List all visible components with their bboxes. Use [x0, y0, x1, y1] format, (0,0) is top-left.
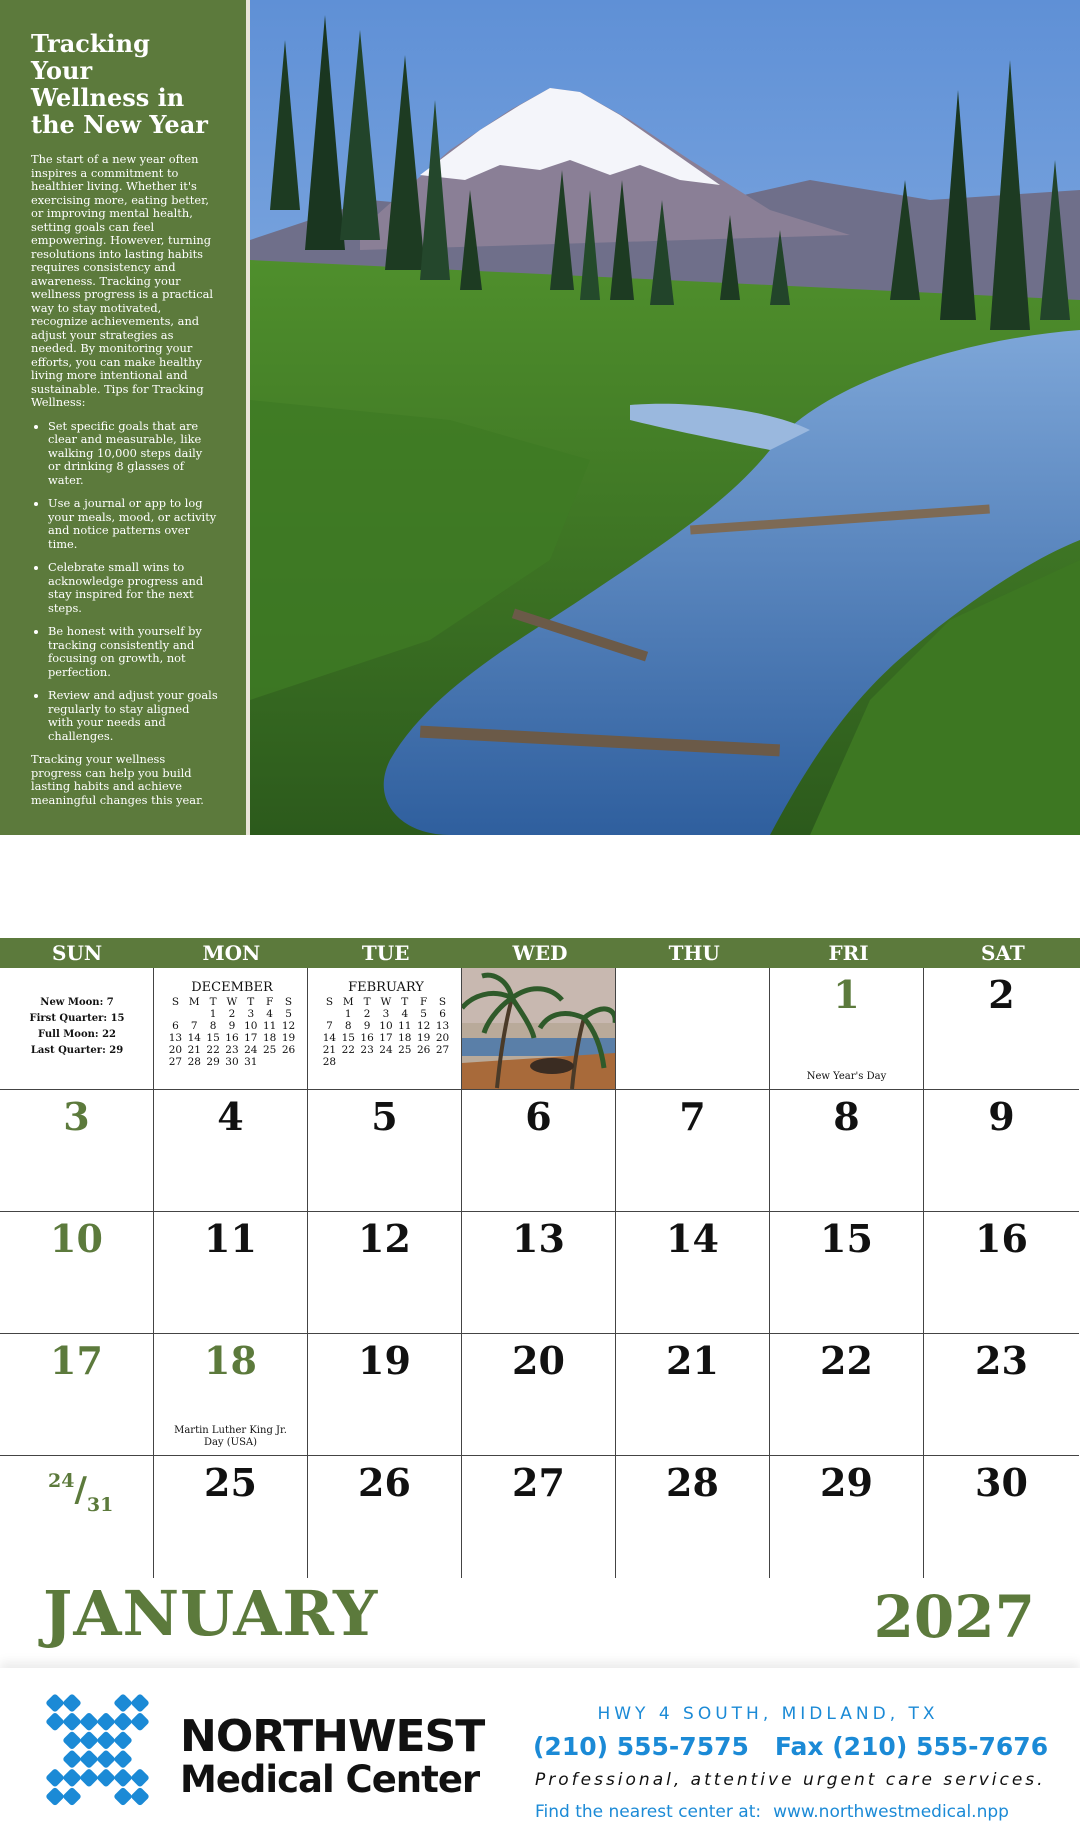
day-number: 1: [833, 972, 860, 1017]
mini-calendar-day: 19: [416, 1032, 431, 1044]
mini-calendar-day: [260, 1056, 279, 1068]
logo-diamond: [62, 1693, 82, 1713]
month-calendar: [0, 938, 1080, 1580]
day-number: 19: [358, 1338, 411, 1383]
palm-beach-photo: [462, 968, 615, 1089]
logo-diamond: [130, 1712, 150, 1732]
mini-calendar-weekday: T: [247, 996, 255, 1008]
logo-diamond: [96, 1731, 116, 1751]
mini-calendar-day: [358, 1056, 377, 1068]
article-intro: The start of a new year often inspires a commitment to healthier living. Whether it's exercising more, eating better, or improving mental health, setting goals can feel empowering. However, turning resolutions into lasting habits requires consistency and awareness. Tracking your wellness progress is a practical way to stay motivated, recognize achievements, and adjust your strategies as needed. By monitoring your efforts, you can make healthy living more intentional and sustainable. Tips for Tracking Wellness:: [31, 152, 214, 409]
mini-calendar-title: DECEMBER: [191, 980, 273, 995]
mini-calendar-day: 4: [266, 1008, 273, 1020]
day-number-second: 31: [86, 1494, 114, 1516]
logo-diamond: [45, 1787, 65, 1807]
mini-calendar-weekday: W: [380, 996, 392, 1008]
month-name: JANUARY: [43, 1577, 379, 1650]
moon-phase: New Moon: 7: [40, 997, 114, 1008]
logo-diamond: [113, 1693, 133, 1713]
mini-calendar-day: 9: [228, 1020, 236, 1032]
logo-diamond: [62, 1731, 82, 1751]
day-cell[interactable]: [770, 1212, 924, 1334]
logo-diamond: [62, 1712, 82, 1732]
mini-calendar-day: 28: [187, 1056, 201, 1068]
mini-calendar-day: 12: [416, 1020, 431, 1032]
weekday-label: SAT: [980, 941, 1025, 965]
day-cell[interactable]: [924, 1212, 1079, 1334]
mini-calendar-weekday: T: [363, 996, 371, 1008]
mini-calendar-day: 14: [322, 1032, 337, 1044]
day-number: 27: [512, 1460, 565, 1505]
brand-name: NORTHWEST: [180, 1711, 485, 1762]
day-number: 18: [204, 1338, 257, 1383]
day-cell[interactable]: [924, 968, 1079, 1090]
day-number: 20: [512, 1338, 565, 1383]
logo-diamond: [113, 1731, 133, 1751]
mini-calendar-day: 16: [225, 1032, 239, 1044]
mini-calendar-day: 11: [262, 1020, 277, 1032]
day-number: 10: [50, 1216, 103, 1261]
wellness-article: [0, 0, 246, 835]
day-number: 3: [63, 1094, 90, 1139]
mini-calendar-day: 1: [209, 1008, 217, 1020]
day-number: 6: [525, 1094, 552, 1139]
mini-calendar-weekday: S: [284, 996, 293, 1008]
brand-subtitle: Medical Center: [180, 1758, 480, 1801]
advertiser-footer: [0, 1668, 1080, 1843]
day-number: 9: [988, 1094, 1015, 1139]
day-cell[interactable]: [308, 1334, 462, 1456]
mini-calendar-day: 30: [225, 1056, 239, 1068]
day-cell[interactable]: [308, 1212, 462, 1334]
day-cell[interactable]: [616, 1334, 770, 1456]
tip-item: • Set specific goals that are clear and measurable, like walking 10,000 steps daily or drinking 8 glasses of water.: [48, 420, 218, 488]
day-number: 23: [975, 1338, 1028, 1383]
logo-diamond: [45, 1693, 65, 1713]
medical-cross-logo-icon: [40, 1688, 165, 1823]
logo-diamond: [79, 1731, 99, 1751]
mini-calendar-day: 8: [344, 1020, 352, 1032]
logo-diamond: [45, 1712, 65, 1732]
mini-calendar-weekday: M: [188, 996, 200, 1008]
logo-diamond: [113, 1712, 133, 1732]
tip-item: • Review and adjust your goals regularly to stay aligned with your needs and challenges.: [48, 689, 218, 743]
mini-calendar-day: 12: [281, 1020, 296, 1032]
day-cell[interactable]: [616, 1212, 770, 1334]
logo-diamond: [79, 1712, 99, 1732]
find-label: Find the nearest center at:: [535, 1802, 762, 1822]
day-number: 2: [988, 972, 1015, 1017]
mini-calendar-day: 27: [168, 1056, 183, 1068]
day-cell[interactable]: [924, 1456, 1079, 1578]
mini-calendar-day: 10: [379, 1020, 393, 1032]
day-number: 26: [358, 1460, 411, 1505]
logo-diamond: [79, 1768, 99, 1788]
weekday-label: MON: [202, 941, 261, 965]
day-cell[interactable]: [616, 1456, 770, 1578]
day-number: 17: [50, 1338, 103, 1383]
article-title: Tracking Your Wellness in the New Year: [31, 29, 208, 139]
holiday-label: Martin Luther King Jr. Day (USA): [174, 1425, 287, 1448]
mini-calendar-weekday: M: [342, 996, 354, 1008]
phone-link[interactable]: (210) 555-7575: [533, 1732, 749, 1761]
next-month-cell: [308, 968, 462, 1090]
logo-diamond: [130, 1787, 150, 1807]
weekday-label: THU: [668, 941, 720, 965]
mini-calendar-day: 10: [244, 1020, 258, 1032]
mini-calendar-day: 13: [435, 1020, 450, 1032]
mini-calendar-day: 18: [398, 1032, 412, 1044]
mini-calendar-day: 5: [285, 1008, 292, 1020]
mini-calendar-day: 29: [206, 1056, 220, 1068]
mini-calendar-day: 22: [341, 1044, 355, 1056]
mini-calendar-day: 17: [379, 1032, 393, 1044]
day-cell[interactable]: [924, 1334, 1079, 1456]
logo-diamond: [113, 1768, 133, 1788]
mini-calendar-day: 20: [168, 1044, 183, 1056]
mini-calendar-weekday: T: [401, 996, 409, 1008]
mini-calendar-day: 21: [322, 1044, 337, 1056]
day-cell[interactable]: [462, 1212, 616, 1334]
mini-calendar-day: [279, 1056, 298, 1068]
day-cell[interactable]: [0, 1212, 154, 1334]
mini-calendar-day: 7: [326, 1020, 333, 1032]
mini-calendar-day: [377, 1056, 396, 1068]
mini-calendar-day: 24: [244, 1044, 258, 1056]
weekday-label: TUE: [361, 941, 410, 965]
mini-calendar-day: [433, 1056, 452, 1068]
mini-calendar-weekday: T: [209, 996, 217, 1008]
moon-phase: First Quarter: 15: [29, 1013, 125, 1024]
day-number: 25: [204, 1460, 257, 1505]
day-number: 13: [512, 1216, 565, 1261]
mini-calendar-day: 23: [360, 1044, 374, 1056]
day-number: 8: [833, 1094, 860, 1139]
mini-calendar-day: 26: [281, 1044, 296, 1056]
logo-diamond: [79, 1749, 99, 1769]
mini-calendar-day: 15: [206, 1032, 220, 1044]
prev-month-cell: [154, 968, 308, 1090]
weekday-label: SUN: [52, 941, 103, 965]
mini-calendar-table: [320, 996, 452, 1068]
day-cell[interactable]: [154, 1334, 308, 1456]
dual-day-number: 24/31: [48, 1470, 114, 1516]
holiday-label: New Year's Day: [806, 1071, 887, 1082]
logo-diamond: [130, 1693, 150, 1713]
weekday-label: FRI: [828, 941, 869, 965]
mini-calendar-weekday: F: [419, 996, 428, 1008]
logo-diamond: [62, 1768, 82, 1788]
day-number: 14: [666, 1216, 719, 1261]
mini-calendar-day: 18: [262, 1032, 277, 1044]
mini-calendar-day: [185, 1008, 204, 1020]
moon-phase: Last Quarter: 29: [30, 1045, 124, 1056]
mini-calendar-day: 8: [209, 1020, 217, 1032]
mini-calendar-day: [166, 1008, 185, 1020]
mini-calendar-day: [320, 1008, 339, 1020]
day-cell[interactable]: [0, 1334, 154, 1456]
mini-calendar-day: [414, 1056, 433, 1068]
mini-calendar-february: [320, 980, 452, 1068]
tagline: Professional, attentive urgent care services.: [535, 1770, 1046, 1790]
day-number: 11: [204, 1216, 257, 1261]
day-number: 29: [820, 1460, 873, 1505]
day-cell[interactable]: [308, 1090, 462, 1212]
weekday-header: [0, 938, 1080, 968]
logo-diamond: [96, 1712, 116, 1732]
mini-calendar-day: 20: [435, 1032, 450, 1044]
mountain-lake-photo: [250, 0, 1080, 835]
logo-diamond: [113, 1787, 133, 1807]
logo-diamond: [96, 1749, 116, 1769]
mini-calendar-day: 6: [439, 1008, 446, 1020]
weekday-label: WED: [512, 941, 568, 965]
day-cell[interactable]: [770, 1090, 924, 1212]
mini-calendar-day: 7: [190, 1020, 198, 1032]
mini-calendar-weekday: S: [171, 996, 180, 1008]
mini-calendar-title: FEBRUARY: [348, 980, 424, 995]
day-number: 30: [975, 1460, 1028, 1505]
mini-calendar-day: 3: [247, 1008, 255, 1020]
mini-calendar-day: 4: [401, 1008, 409, 1020]
tip-item: • Use a journal or app to log your meals, mood, or activity and notice patterns over time.: [48, 497, 218, 551]
logo-diamond: [96, 1768, 116, 1788]
fax-number: Fax (210) 555-7676: [774, 1732, 1049, 1761]
day-cell[interactable]: [770, 968, 924, 1090]
website-link[interactable]: www.northwestmedical.npp: [773, 1802, 1009, 1822]
day-cell[interactable]: [0, 1456, 154, 1578]
moon-phase: Full Moon: 22: [37, 1029, 117, 1040]
mini-calendar-day: 3: [382, 1008, 390, 1020]
day-cell[interactable]: [462, 1334, 616, 1456]
mini-calendar-day: 23: [225, 1044, 239, 1056]
mini-calendar-day: 2: [363, 1008, 371, 1020]
mini-calendar-day: 19: [281, 1032, 296, 1044]
mini-calendar-day: 2: [228, 1008, 236, 1020]
mini-calendar-december: [166, 980, 298, 1068]
day-number: 4: [217, 1094, 244, 1139]
day-cell[interactable]: [924, 1090, 1079, 1212]
day-cell[interactable]: [616, 1090, 770, 1212]
day-cell-empty: [616, 968, 770, 1090]
calendar-grid: [0, 968, 1080, 1580]
day-number: 12: [358, 1216, 411, 1261]
day-number: 5: [371, 1094, 398, 1139]
mini-calendar-day: 25: [262, 1044, 277, 1056]
mini-calendar-day: 5: [420, 1008, 427, 1020]
address: HWY 4 SOUTH, MIDLAND, TX: [597, 1704, 939, 1724]
day-cell[interactable]: [462, 1090, 616, 1212]
day-cell[interactable]: [308, 1456, 462, 1578]
mini-calendar-day: 28: [322, 1056, 337, 1068]
mini-calendar-weekday: S: [438, 996, 447, 1008]
tips-list: [31, 420, 218, 744]
mini-calendar-day: 24: [379, 1044, 393, 1056]
mini-calendar-day: 13: [168, 1032, 183, 1044]
mini-calendar-day: 14: [187, 1032, 201, 1044]
palm-beach-photo-cell: [462, 968, 616, 1090]
mini-calendar-day: 15: [341, 1032, 355, 1044]
day-cell[interactable]: [154, 1212, 308, 1334]
mini-calendar-day: 16: [360, 1032, 374, 1044]
mini-calendar-weekday: W: [226, 996, 238, 1008]
mini-calendar-day: 6: [172, 1020, 179, 1032]
day-cell[interactable]: [0, 1090, 154, 1212]
article-closing: Tracking your wellness progress can help you build lasting habits and achieve meaningful changes this year.: [31, 752, 204, 807]
tip-item: • Be honest with yourself by tracking consistently and focusing on growth, not perfection.: [48, 625, 218, 679]
day-number: 28: [666, 1460, 719, 1505]
mini-calendar-day: [339, 1056, 358, 1068]
mini-calendar-day: 26: [416, 1044, 431, 1056]
day-number: 15: [820, 1216, 873, 1261]
mini-calendar-day: 1: [344, 1008, 352, 1020]
mini-calendar-day: 11: [398, 1020, 412, 1032]
tip-item: • Celebrate small wins to acknowledge progress and stay inspired for the next steps.: [48, 561, 218, 615]
day-cell[interactable]: [154, 1090, 308, 1212]
moon-phase-cell: [0, 968, 154, 1090]
mini-calendar-day: 9: [363, 1020, 371, 1032]
logo-diamond: [62, 1787, 82, 1807]
year-label: 2027: [873, 1583, 1035, 1651]
mini-calendar-day: 21: [187, 1044, 201, 1056]
mini-calendar-table: [166, 996, 298, 1068]
phone-numbers: [533, 1732, 1048, 1761]
logo-diamond: [62, 1749, 82, 1769]
mini-calendar-day: 27: [435, 1044, 450, 1056]
day-cell[interactable]: [462, 1456, 616, 1578]
day-number: 22: [820, 1338, 873, 1383]
mini-calendar-day: 25: [398, 1044, 412, 1056]
mini-calendar-weekday: S: [325, 996, 334, 1008]
find-center-line: [535, 1802, 1009, 1822]
mini-calendar-weekday: F: [265, 996, 274, 1008]
calendar-top-section: [0, 0, 1080, 835]
logo-diamond: [45, 1768, 65, 1788]
mini-calendar-day: 22: [206, 1044, 220, 1056]
mini-calendar-day: 17: [244, 1032, 258, 1044]
day-cell[interactable]: [770, 1334, 924, 1456]
day-number: 21: [666, 1338, 719, 1383]
day-number: 16: [975, 1216, 1028, 1261]
day-number-first: 24: [48, 1470, 75, 1492]
day-cell[interactable]: [770, 1456, 924, 1578]
mini-calendar-day: 31: [244, 1056, 258, 1068]
day-cell[interactable]: [154, 1456, 308, 1578]
day-number: 7: [679, 1094, 706, 1139]
logo-diamond: [130, 1768, 150, 1788]
moon-phases: [4, 995, 150, 1059]
logo-diamond: [113, 1749, 133, 1769]
mini-calendar-day: [395, 1056, 414, 1068]
